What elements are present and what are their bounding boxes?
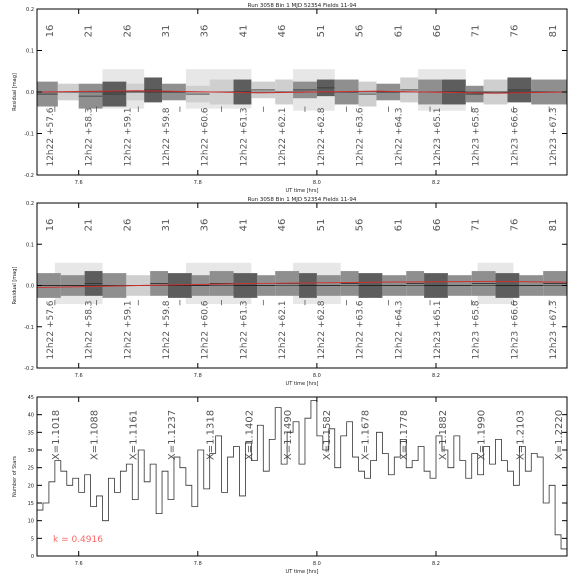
panel3-airmass-label: X=1.1018 xyxy=(50,409,62,461)
panel1-field-number: 81 xyxy=(548,24,560,38)
panel1-field-coord: 12h22 +61.3 xyxy=(239,107,250,167)
panel1-ytick-label: -0.2 xyxy=(24,173,34,179)
panel1-field-number: 56 xyxy=(354,24,366,38)
panel3-ytick-label: 40 xyxy=(27,412,34,419)
panel2-field-coord: 12h22 +60.6 xyxy=(200,300,211,360)
panel2-field-coord: 12h22 +58.3 xyxy=(84,300,95,360)
panel3-airmass-label: X=1.1582 xyxy=(321,409,333,461)
panel2-xtick-label: 8.0 xyxy=(312,373,321,379)
panel1-ytick-label: 0.0 xyxy=(26,90,34,96)
panel2-field-coord: 12h23 +66.6 xyxy=(510,300,521,360)
panel3-airmass-label: X=1.1318 xyxy=(205,409,217,461)
panel1-field-coord: 12h22 +60.6 xyxy=(200,107,211,167)
panel2-field-coord: 12h22 +57.6 xyxy=(45,300,56,360)
panel2-field-number: 71 xyxy=(470,218,482,232)
panel2-ytick-label: 0.0 xyxy=(26,283,34,290)
panel2-field-coord: 12h22 +61.3 xyxy=(239,300,250,360)
panel1-field-coord: 12h22 +64.3 xyxy=(394,107,405,167)
panel2-field-number: 46 xyxy=(277,218,289,232)
panel1-title: Run 3058 Bin 1 MJD 52354 Fields 11-94 xyxy=(247,3,357,9)
panel2-field-number: 26 xyxy=(122,218,134,232)
panel2-field-number: 16 xyxy=(44,218,56,232)
panel3-airmass-label: X=1.1882 xyxy=(437,409,449,461)
panel2-field-number: 36 xyxy=(199,218,211,232)
panel2-xtick-label: 7.6 xyxy=(74,373,83,379)
panel2-field-coord: 12h22 +59.1 xyxy=(123,300,134,360)
panel1-field-coord: 12h22 +62.1 xyxy=(278,107,289,167)
panel2-field-number: 76 xyxy=(509,218,521,232)
panel2-field-number: 51 xyxy=(315,218,327,232)
panel3-airmass-label: X=1.1778 xyxy=(399,409,411,461)
panel1-field-coord: 12h22 +57.6 xyxy=(45,107,56,167)
panel1-xlabel: UT time [hrs] xyxy=(285,188,319,194)
panel1-xtick-label: 8.0 xyxy=(312,180,321,186)
panel3-ytick-label: 0 xyxy=(30,554,34,560)
panel2-field-number: 66 xyxy=(431,218,443,232)
panel1-field-coord: 12h22 +58.3 xyxy=(84,107,95,167)
panel3-ytick-label: 5 xyxy=(30,536,34,543)
panel3-airmass-label: X=1.2103 xyxy=(515,409,527,461)
panel3-airmass-label: X=1.1237 xyxy=(166,409,178,461)
panel2-xtick-label: 8.2 xyxy=(432,373,440,379)
panel2-field-number: 56 xyxy=(354,218,366,232)
panel2-field-coord: 12h22 +59.8 xyxy=(162,300,173,360)
panel3-airmass-label: X=1.1990 xyxy=(476,409,488,461)
panel1-field-coord: 12h22 +59.8 xyxy=(162,107,173,167)
panel1-field-number: 36 xyxy=(199,24,211,38)
panel2-xlabel: UT time [hrs] xyxy=(285,381,319,387)
panel3-ytick-label: 45 xyxy=(27,395,34,401)
panel2-ylabel: Residual [mag] xyxy=(12,266,18,305)
panel3-xtick-label: 7.6 xyxy=(74,561,83,567)
panel3-airmass-label: X=1.1678 xyxy=(360,409,372,461)
panel1-field-number: 71 xyxy=(470,24,482,38)
panel2-field-number: 41 xyxy=(238,218,250,232)
panel1-field-number: 61 xyxy=(393,24,405,38)
panel1-field-coord: 12h22 +59.1 xyxy=(123,107,134,167)
panel2-field-number: 21 xyxy=(83,218,95,232)
panel3-ylabel: Number of Stars xyxy=(12,456,18,497)
panel3-ytick-label: 15 xyxy=(27,501,34,507)
panel1-field-number: 51 xyxy=(315,24,327,38)
panel2-field-coord: 12h23 +67.3 xyxy=(549,300,560,360)
panel1-field-coord: 12h22 +62.8 xyxy=(316,107,327,167)
panel3-airmass-label: X=1.1088 xyxy=(89,409,101,461)
panel2-ytick-label: 0.2 xyxy=(26,201,34,207)
panel2-field-number: 31 xyxy=(161,218,173,232)
panel3-ytick-label: 30 xyxy=(27,448,34,454)
panel2-field-coord: 12h22 +62.8 xyxy=(316,300,327,360)
panel1-field-coord: 12h23 +65.8 xyxy=(471,107,482,167)
panel1-ylabel: Residual [mag] xyxy=(12,73,18,111)
panel3-airmass-label: X=1.1490 xyxy=(283,409,295,461)
panel1-field-number: 66 xyxy=(431,24,443,38)
panel3-ytick-label: 25 xyxy=(27,465,34,472)
panel1-field-number: 31 xyxy=(161,24,173,38)
panel2-field-coord: 12h22 +63.6 xyxy=(355,300,366,360)
panel1-field-number: 41 xyxy=(238,24,250,38)
panel3-k-annotation: k = 0.4916 xyxy=(53,534,103,545)
panel2-title: Run 3058 Bin 1 MJD 52354 Fields 11-94 xyxy=(247,197,357,203)
panel2-ytick-label: -0.1 xyxy=(24,324,34,331)
panel2-ytick-label: -0.2 xyxy=(24,366,34,372)
panel1-field-number: 46 xyxy=(277,24,289,38)
panel1-field-number: 76 xyxy=(509,24,521,38)
panel1-field-number: 26 xyxy=(122,24,134,38)
panel1-ytick-label: 0.1 xyxy=(26,48,34,55)
panel2-ytick-label: 0.1 xyxy=(26,242,34,249)
panel3-xtick-label: 7.8 xyxy=(193,561,202,567)
panel1-field-number: 16 xyxy=(44,24,56,38)
panel3-airmass-label: X=1.2220 xyxy=(554,409,566,461)
panel3-xtick-label: 8.0 xyxy=(312,561,321,567)
panel2-xtick-label: 7.8 xyxy=(193,373,202,379)
panel2-field-coord: 12h22 +62.1 xyxy=(278,300,289,360)
panel1-field-coord: 12h22 +63.6 xyxy=(355,107,366,167)
panel1-field-coord: 12h23 +66.6 xyxy=(510,107,521,167)
panel3-xlabel: UT time [hrs] xyxy=(285,569,319,575)
panel1-xtick-label: 7.6 xyxy=(74,180,83,186)
panel2-field-coord: 12h23 +65.8 xyxy=(471,300,482,360)
panel3-airmass-label: X=1.1402 xyxy=(244,409,256,461)
panel3-airmass-label: X=1.1161 xyxy=(128,409,140,461)
panel2-field-coord: 12h23 +65.1 xyxy=(432,300,443,360)
panel3-ytick-label: 20 xyxy=(27,483,34,490)
panel1-ytick-label: 0.2 xyxy=(26,7,34,13)
panel2-field-number: 61 xyxy=(393,218,405,232)
panel3-ytick-label: 35 xyxy=(27,430,34,437)
panel1-ytick-label: -0.1 xyxy=(24,131,34,138)
panel2-field-coord: 12h22 +64.3 xyxy=(394,300,405,360)
panel3-ytick-label: 10 xyxy=(27,518,34,525)
panel1-field-coord: 12h23 +65.1 xyxy=(432,107,443,167)
panel1-xtick-label: 8.2 xyxy=(432,180,440,186)
panel3-xtick-label: 8.2 xyxy=(432,561,440,567)
panel1-field-number: 21 xyxy=(83,24,95,38)
panel1-field-coord: 12h23 +67.3 xyxy=(549,107,560,167)
panel1-xtick-label: 7.8 xyxy=(193,180,202,186)
panel2-field-number: 81 xyxy=(548,218,560,232)
